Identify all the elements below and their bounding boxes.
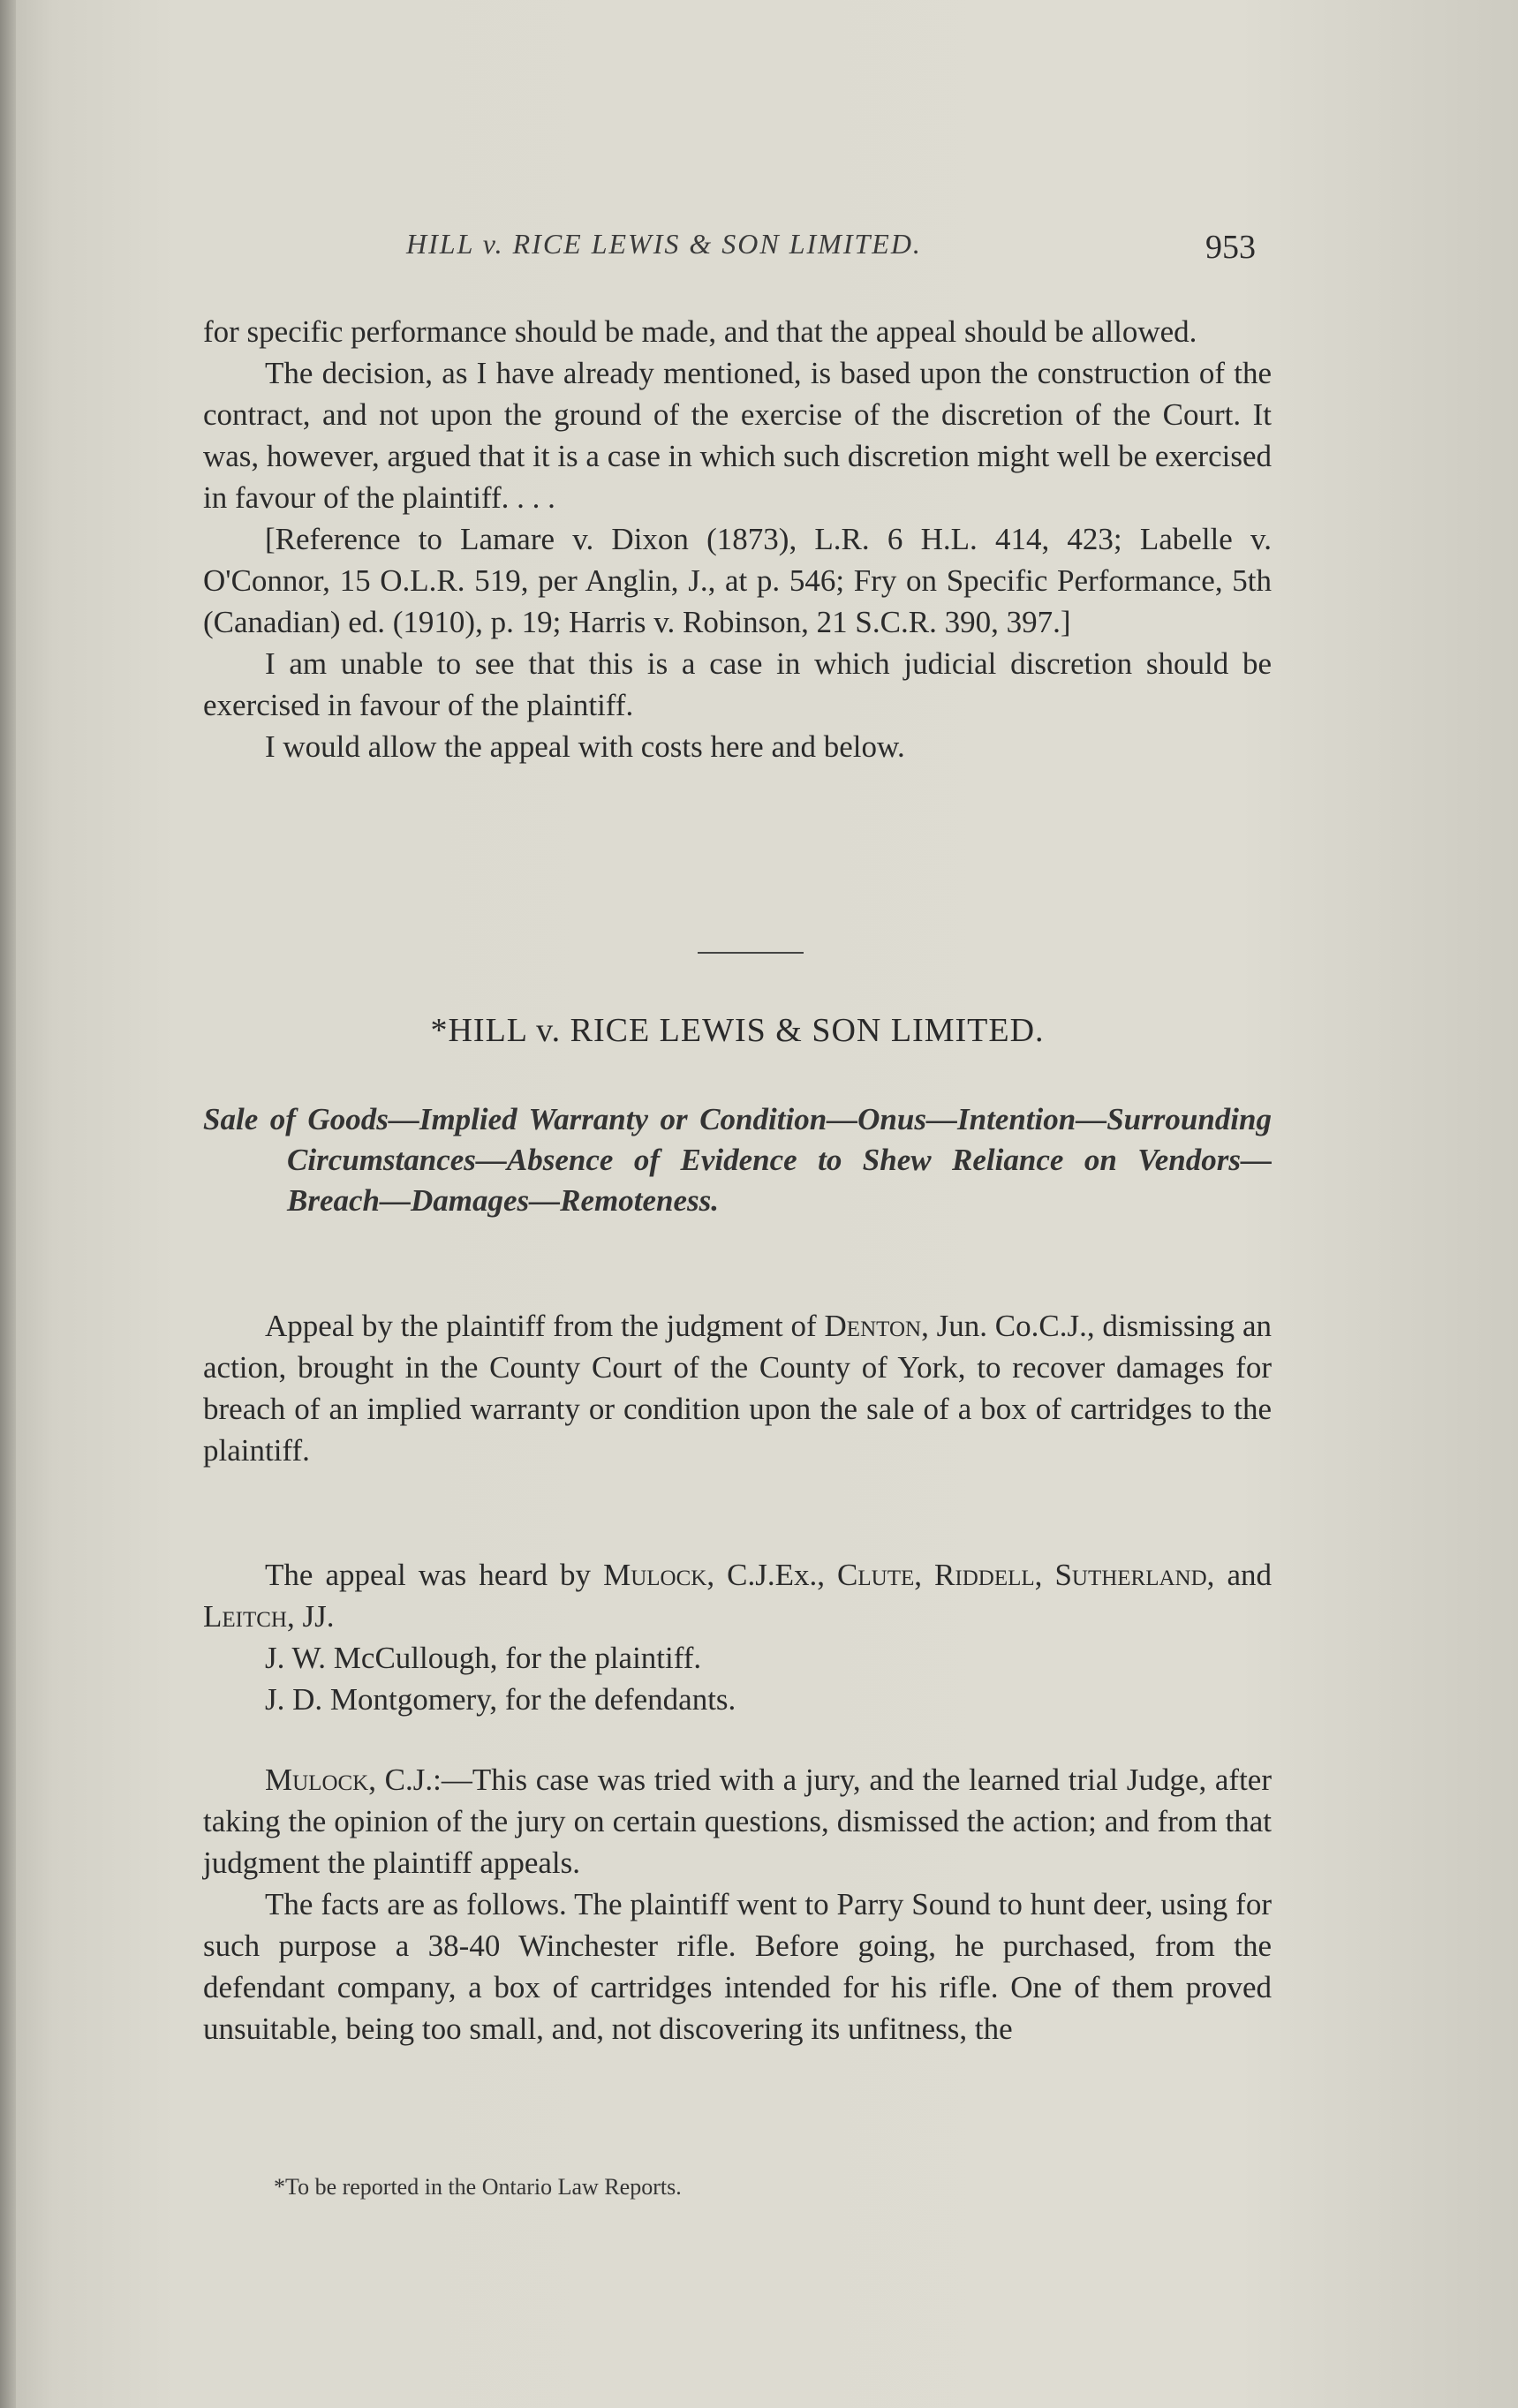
paragraph: The appeal was heard by Mulock, C.J.Ex., Clute, Riddell, Sutherland, and Leitch, JJ. [203,1558,1272,1634]
judge-name: Sutherland [1054,1558,1207,1592]
running-head-title: HILL v. RICE LEWIS & SON LIMITED. [406,228,922,260]
judge-name: Denton [824,1309,922,1343]
judge-name: Leitch [203,1599,287,1634]
judgment-body [203,1759,1272,2049]
footnote: *To be reported in the Ontario Law Reports. [274,2174,682,2200]
paragraph: The facts are as follows. The plaintiff went to Parry Sound to hunt deer, using for such purpose a 38-40 Winchester rifle. Before going, he purchased, from the defendant company, a box of cartridges intended for his rifle. One of them proved unsuitable, being too small, and, not discovering its unfitness, the [203,1887,1272,2046]
judge-name: Clute [837,1558,915,1592]
page-number: 953 [1205,229,1256,266]
paragraph: The decision, as I have already mentioned, is based upon the construction of the contract, and not upon the ground of the exercise of the discretion of the Court. It was, however, argued that it is a case in which such discretion might well be exercised in favour of the plaintiff. . . . [203,356,1272,515]
paragraph: [Reference to Lamare v. Dixon (1873), L.R. 6 H.L. 414, 423; Labelle v. O'Connor, 15 O.L.R. 519, per Anglin, J., at p. 546; Fry on Specific Performance, 5th (Canadian) ed. (1910), p. 19; Harris v. Robinson, 21 S.C.R. 390, 397.] [203,522,1272,639]
prior-case-conclusion [203,311,1272,767]
counsel-defendants: J. D. Montgomery, for the defendants. [265,1682,736,1717]
paragraph: Mulock, C.J.:—This case was tried with a jury, and the learned trial Judge, after taking the opinion of the jury on certain questions, dismissed the action; and from that judgment the plaintiff appeals. [203,1763,1272,1880]
judge-name: Riddell [934,1558,1035,1592]
judge-name: Mulock [265,1763,369,1797]
hearing-info [203,1554,1272,1720]
page-edge [0,0,16,2408]
appeal-statement [203,1305,1272,1471]
judge-name: Mulock [603,1558,707,1592]
section-divider [698,952,804,954]
paragraph: for specific performance should be made, and that the appeal should be allowed. [203,314,1197,349]
counsel-plaintiff: J. W. McCullough, for the plaintiff. [265,1641,702,1675]
paragraph: I am unable to see that this is a case in which judicial discretion should be exercised in favour of the plaintiff. [203,646,1272,722]
case-title: *HILL v. RICE LEWIS & SON LIMITED. [430,1012,1045,1049]
headnote: Sale of Goods—Implied Warranty or Condition—Onus—Intention—Surrounding Circumstances—Absence of Evidence to Shew Reliance on Vendors—Breach—Damages—Remoteness. [203,1102,1272,1218]
paragraph: I would allow the appeal with costs here and below. [265,729,905,764]
paragraph: Appeal by the plaintiff from the judgment of Denton, Jun. Co.C.J., dismissing an action, brought in the County Court of the County of York, to recover damages for breach of an implied warranty or condition upon the sale of a box of cartridges to the plaintiff. [203,1309,1272,1468]
